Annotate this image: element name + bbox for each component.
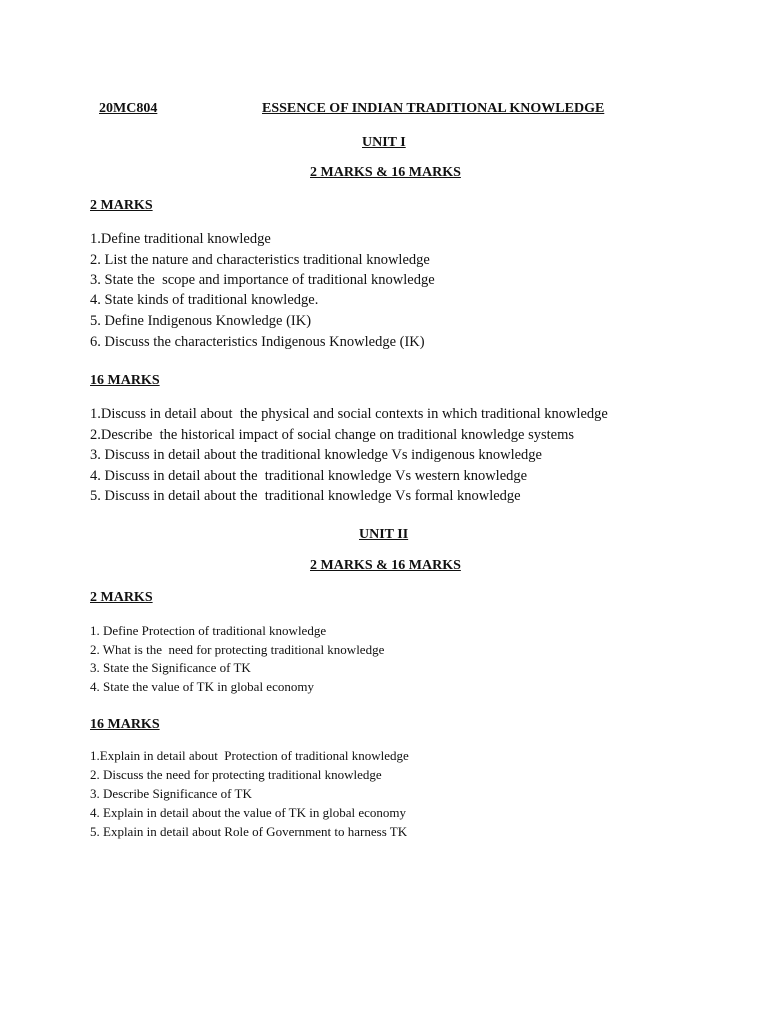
unit2-16marks-item: 3. Describe Significance of TK <box>90 786 252 801</box>
unit2-16marks-item: 2. Discuss the need for protecting traditional knowledge <box>90 767 382 782</box>
unit2-2marks-item: 1. Define Protection of traditional knowledge <box>90 623 327 638</box>
unit1-16marks-item: 3. Discuss in detail about the traditional knowledge Vs indigenous knowledge <box>90 447 542 463</box>
unit2-16marks-item: 1.Explain in detail about Protection of traditional knowledge <box>90 748 409 763</box>
unit2-2marks-item: 3. State the Significance of TK <box>90 660 251 675</box>
unit2-16marks-item: 5. Explain in detail about Role of Government to harness TK <box>90 824 408 839</box>
unit1-2marks-item: 3. State the scope and importance of traditional knowledge <box>90 272 435 288</box>
unit1-16marks-heading: 16 MARKS <box>90 373 160 388</box>
unit1-16marks-item: 4. Discuss in detail about the traditional knowledge Vs western knowledge <box>90 468 528 484</box>
unit1-2marks-item: 6. Discuss the characteristics Indigenous Knowledge (IK) <box>90 334 425 350</box>
unit2-2marks-heading: 2 MARKS <box>90 590 153 605</box>
unit1-subtitle: 2 MARKS & 16 MARKS <box>310 165 461 180</box>
unit1-16marks-item: 2.Describe the historical impact of social change on traditional knowledge systems <box>90 427 575 443</box>
unit1-16marks-item: 5. Discuss in detail about the traditional knowledge Vs formal knowledge <box>90 488 521 504</box>
unit1-16marks-item: 1.Discuss in detail about the physical and social contexts in which traditional knowledge <box>90 406 608 422</box>
unit1-2marks-item: 5. Define Indigenous Knowledge (IK) <box>90 313 312 329</box>
unit1-2marks-item: 2. List the nature and characteristics traditional knowledge <box>90 252 430 268</box>
unit2-2marks-item: 2. What is the need for protecting traditional knowledge <box>90 642 385 657</box>
unit1-2marks-item: 1.Define traditional knowledge <box>90 231 271 247</box>
course-title: ESSENCE OF INDIAN TRADITIONAL KNOWLEDGE <box>262 101 605 116</box>
unit2-2marks-item: 4. State the value of TK in global economy <box>90 679 314 694</box>
unit2-subtitle: 2 MARKS & 16 MARKS <box>310 558 461 573</box>
unit2-title: UNIT II <box>359 527 409 542</box>
unit2-16marks-item: 4. Explain in detail about the value of TK in global economy <box>90 805 407 820</box>
course-code: 20MC804 <box>99 101 158 116</box>
unit1-2marks-item: 4. State kinds of traditional knowledge. <box>90 292 319 308</box>
unit2-16marks-heading: 16 MARKS <box>90 717 160 732</box>
unit1-2marks-heading: 2 MARKS <box>90 198 153 213</box>
unit1-title: UNIT I <box>362 135 406 150</box>
